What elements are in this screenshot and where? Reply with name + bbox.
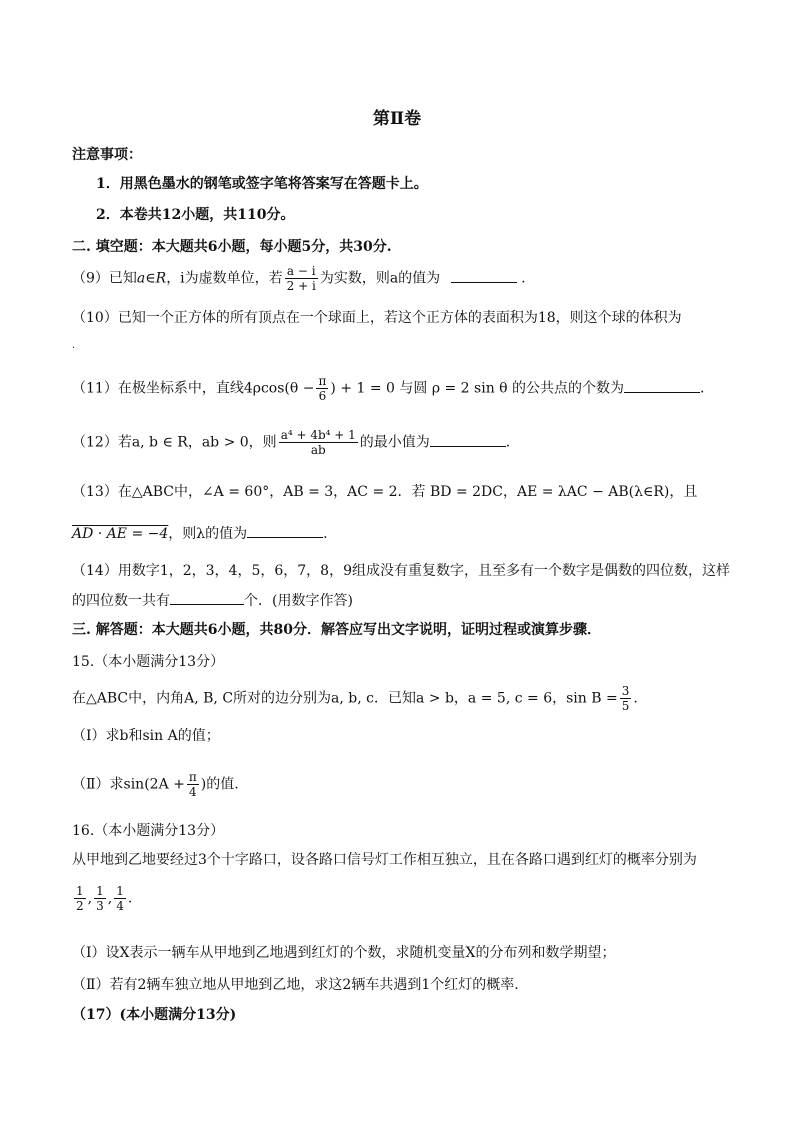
q9-numerator: a − i <box>285 264 318 279</box>
q12-answer-blank[interactable] <box>430 432 506 447</box>
q16-prob-3 <box>114 884 126 913</box>
q9-fraction <box>285 264 318 293</box>
q16-sep-1: , <box>87 890 93 907</box>
notice-item-2: 2．本卷共12小题，共110分。 <box>96 207 295 223</box>
q9-prefix: （9）已知 <box>72 270 137 287</box>
q11-mid: ) + 1 = 0 与圆 ρ = 2 sin θ 的公共点的个数为 <box>330 380 625 397</box>
q9-answer-blank[interactable] <box>451 268 517 283</box>
section3-heading: 三. 解答题：本大题共6小题，共80分．解答应写出文字说明，证明过程或演算步骤． <box>72 622 601 638</box>
q11-prefix: （11）在极坐标系中，直线4ρcos(θ − <box>72 380 315 397</box>
question-12 <box>72 428 510 457</box>
notice-heading: 注意事项： <box>72 147 142 163</box>
q15-part2-denominator: 4 <box>188 785 197 799</box>
q11-answer-blank[interactable] <box>624 378 700 393</box>
q15-part2-numerator: π <box>188 770 197 784</box>
q13-answer-blank[interactable] <box>247 523 323 538</box>
q11-numerator: π <box>318 374 327 388</box>
q16-sep-2: , <box>107 890 113 907</box>
question-9 <box>72 264 526 293</box>
section2-heading: 二. 填空题：本大题共6小题，每小题5分，共30分. <box>72 239 392 255</box>
page-title: 第Ⅱ卷 <box>372 109 422 129</box>
q11-fraction <box>316 374 328 403</box>
q9-condition: a∈R <box>136 270 167 287</box>
question-14-line-2 <box>72 590 353 611</box>
q12-numerator: a⁴ + 4b⁴ + 1 <box>280 428 356 442</box>
q15-part-2 <box>72 770 239 799</box>
q16-prob-3-num: 1 <box>116 884 124 898</box>
q9-suffix: 为实数，则a的值为 <box>319 270 441 287</box>
q12-prefix: （12）若a, b ∈ R，ab > 0，则 <box>72 434 277 451</box>
q16-prob-2-num: 1 <box>96 884 104 898</box>
q12-fraction <box>279 428 358 457</box>
q16-stem: 从甲地到乙地要经过3个十字路口，设各路口信号灯工作相互独立，且在各路口遇到红灯的概率分别为 <box>72 852 697 868</box>
q15-part2-fraction <box>187 770 199 799</box>
q16-prob-2 <box>94 884 106 913</box>
q16-prob-1 <box>74 884 86 913</box>
q15-numerator: 3 <box>621 684 630 698</box>
q14-answer-blank[interactable] <box>170 590 244 605</box>
question-14-line-1: （14）用数字1，2，3，4，5，6，7，8，9组成没有重复数字，且至多有一个数字是偶数的四位数，这样 <box>72 563 730 579</box>
question-10-tail: . <box>72 340 76 351</box>
q16-probabilities <box>72 884 132 913</box>
q16-prob-2-den: 3 <box>96 899 104 913</box>
q11-denominator: 6 <box>318 389 327 403</box>
q16-heading: 16.（本小题满分13分） <box>72 823 225 839</box>
q13-dot-product: AD · AE = −4 <box>72 526 169 542</box>
q16-prob-1-num: 1 <box>76 884 84 898</box>
q17-heading: （17）(本小题满分13分) <box>72 1007 237 1023</box>
q16-part-2: （Ⅱ）若有2辆车独立地从甲地到乙地，求这2辆车共遇到1个红灯的概率. <box>72 977 519 993</box>
question-13-line-2 <box>72 523 328 544</box>
q15-stem-text: 在△ABC中，内角A, B, C所对的边分别为a, b, c．已知a > b，a = 5, c = 6，sin B = <box>72 690 618 707</box>
q15-heading: 15.（本小题满分13分） <box>72 654 225 670</box>
q14-prefix: 的四位数一共有 <box>72 593 170 609</box>
q14-suffix: 个．(用数字作答) <box>244 593 353 609</box>
q15-part2-suffix: )的值. <box>200 776 239 793</box>
q16-part-1: （Ⅰ）设X表示一辆车从甲地到乙地遇到红灯的个数，求随机变量X的分布列和数学期望； <box>72 945 616 961</box>
q16-end: . <box>127 890 133 907</box>
question-13-line-1: （13）在△ABC中，∠A = 60°，AB = 3，AC = 2．若 BD = 2DC，AE = λAC − AB(λ∈R)，且 <box>72 484 698 500</box>
q12-end: . <box>505 434 511 451</box>
q15-denominator: 5 <box>621 699 630 713</box>
q15-part-1: （Ⅰ）求b和sin A的值； <box>72 728 220 744</box>
question-11 <box>72 374 705 403</box>
q9-mid: ，i为虚数单位，若 <box>166 270 283 287</box>
q15-part2-prefix: （Ⅱ）求sin(2A + <box>72 776 185 793</box>
q15-fraction <box>620 684 632 713</box>
question-10: （10）已知一个正方体的所有顶点在一个球面上，若这个正方体的表面积为18，则这个球的体积为 <box>72 310 682 326</box>
q13-ask: ，则λ的值为 <box>168 526 248 542</box>
q15-stem-end: . <box>633 690 638 707</box>
q9-end: . <box>521 270 526 287</box>
q13-end: . <box>323 526 328 542</box>
q11-end: . <box>700 380 705 397</box>
q12-suffix: 的最小值为 <box>359 434 430 451</box>
notice-item-1: 1．用黑色墨水的钢笔或签字笔将答案写在答题卡上。 <box>96 176 428 192</box>
q12-denominator: ab <box>310 443 326 457</box>
q16-prob-1-den: 2 <box>76 899 84 913</box>
q9-denominator: 2 + i <box>286 279 316 293</box>
q15-stem <box>72 684 638 713</box>
q16-prob-3-den: 4 <box>116 899 124 913</box>
